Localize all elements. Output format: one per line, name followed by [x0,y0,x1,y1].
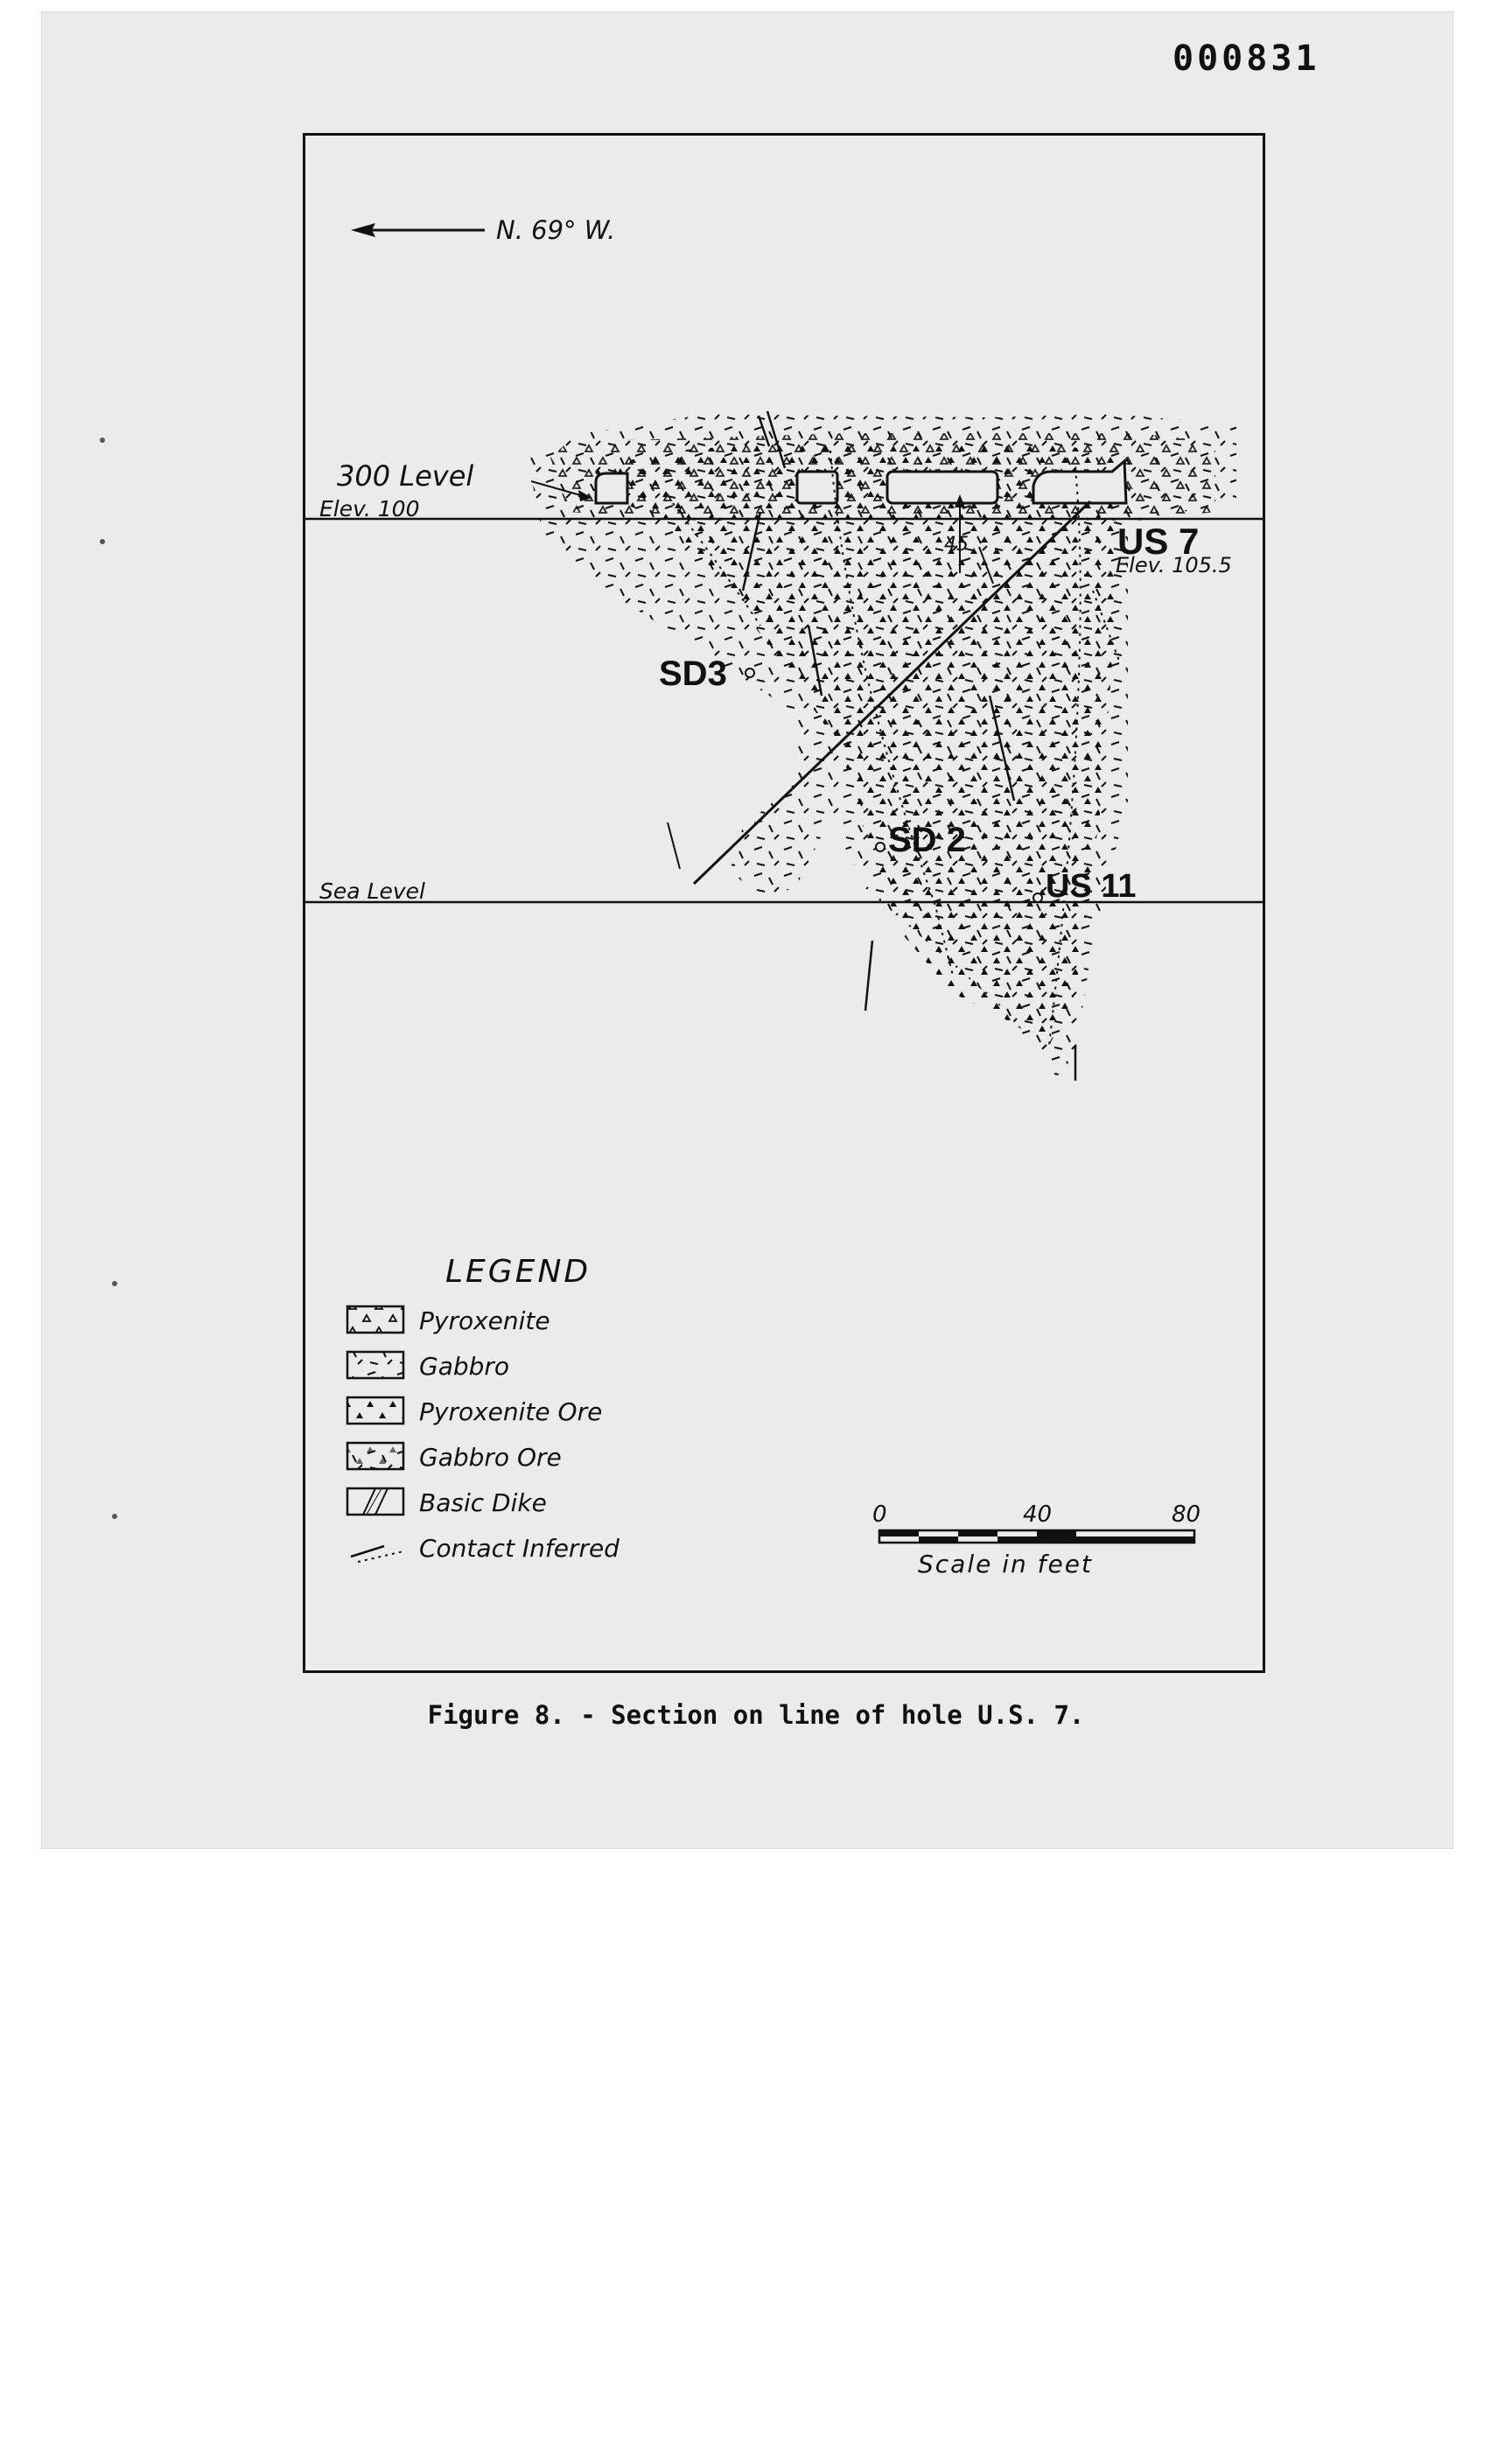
legend-label: Contact Inferred [419,1534,620,1563]
legend-label: Gabbro [419,1352,510,1381]
legend-label: Gabbro Ore [419,1443,562,1472]
hole-label-us7: US 7 [1117,521,1200,562]
elev-us7-label: Elev. 105.5 [1116,553,1232,578]
figure-caption: Figure 8. - Section on line of hole U.S. 7. [427,1700,1085,1730]
hole-collar-sd3 [746,668,754,677]
scan-speck [100,438,105,443]
scale-tick-label: 80 [1172,1502,1201,1528]
legend-item-pyroxenite [347,1306,550,1335]
scan-speck [112,1514,117,1519]
legend-item-pyroxenite-ore [347,1397,602,1426]
contact-inferred-swatch-icon [351,1546,403,1562]
hole-label-us11: US 11 [1046,868,1137,905]
scan-speck [112,1281,117,1286]
geologic-section [305,136,1263,1670]
north-arrow-icon [351,223,485,237]
legend-item-gabbro-ore [347,1443,562,1472]
direction-label: N. 69° W. [496,215,616,245]
hole-label-sd3: SD3 [659,654,727,693]
scale-label: Scale in feet [918,1550,1093,1578]
legend-label: Basic Dike [419,1488,547,1517]
scan-speck [100,539,105,544]
hole-label-sd2: SD 2 [888,821,966,859]
scale-tick-label: 40 [1023,1502,1053,1528]
legend-title: LEGEND [445,1254,592,1290]
pyroxenite-ore-swatch-icon [347,1397,403,1424]
sea-level-label: Sea Level [319,878,425,904]
figure-frame [303,133,1265,1673]
level-300-label: 300 Level [337,459,474,493]
hole-collar-us11 [1033,893,1042,902]
legend-label: Pyroxenite [419,1306,550,1335]
legend-item-gabbro [347,1352,509,1381]
document-number: 000831 [1172,38,1320,79]
scale-bar [872,1502,1200,1578]
dip-angle-label: 45 [944,534,969,556]
scale-tick-label: 0 [872,1502,887,1528]
legend [347,1306,620,1563]
gabbro-swatch-icon [347,1352,403,1378]
legend-item-basic-dike [347,1488,547,1517]
legend-label: Pyroxenite Ore [419,1397,603,1426]
hole-collar-sd2 [876,843,885,851]
pyroxenite-swatch-icon [347,1306,403,1333]
elev-100-label: Elev. 100 [319,496,420,522]
legend-item-contact-inferred [351,1534,620,1563]
drill-hole-tick [668,822,680,869]
